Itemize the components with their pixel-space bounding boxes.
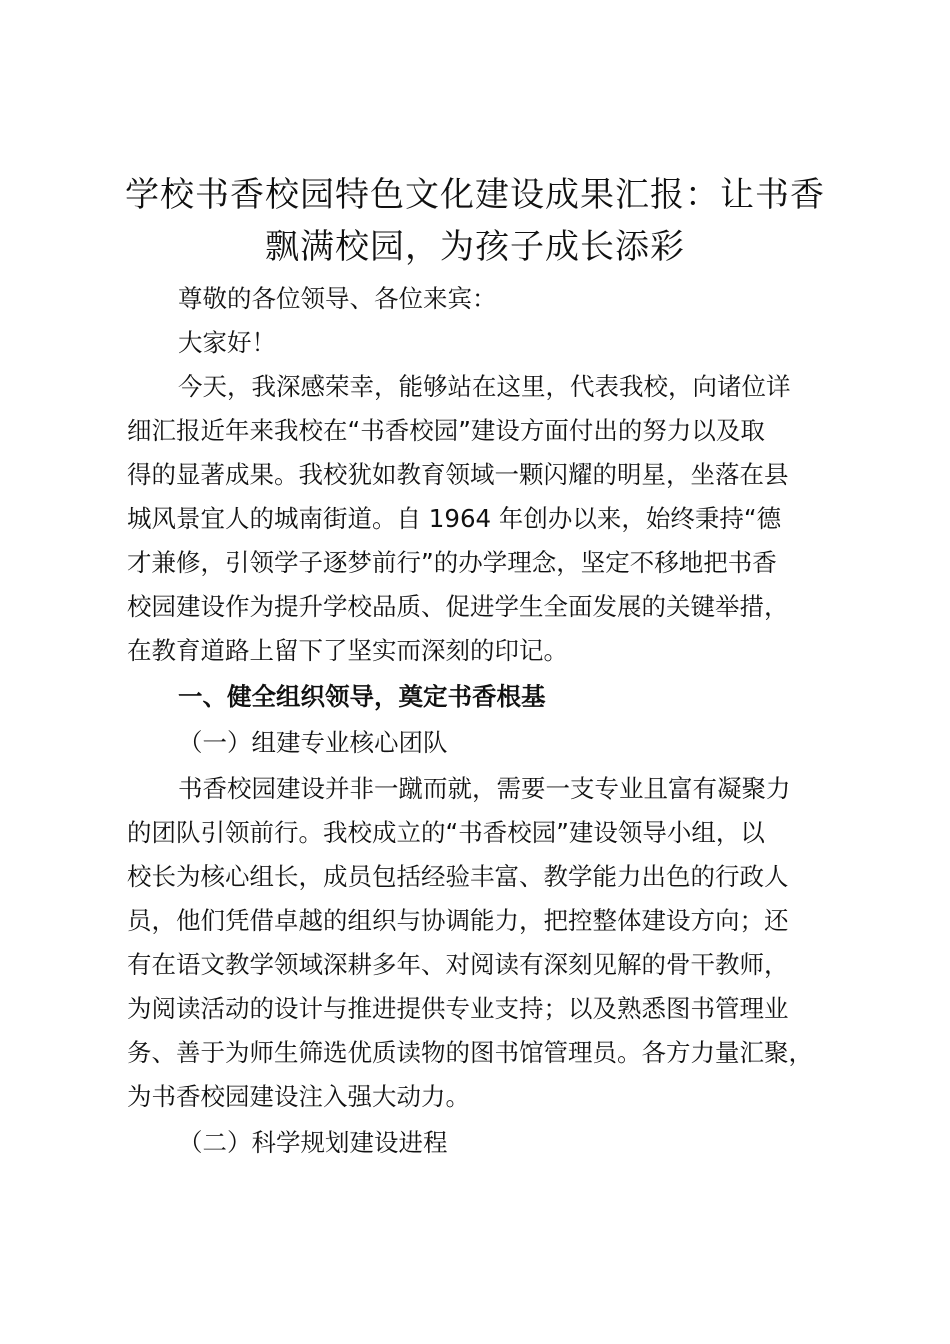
subsection-1-line-5: 有在语文教学领域深耕多年、对阅读有深刻见解的骨干教师， (127, 950, 789, 979)
subsection-1-line-4: 员，他们凭借卓越的组织与协调能力，把控整体建设方向；还 (127, 906, 789, 935)
intro-line-2: 细汇报近年来我校在“书香校园”建设方面付出的努力以及取 (127, 416, 765, 445)
intro-line-5: 才兼修，引领学子逐梦前行”的办学理念，坚定不移地把书香 (127, 548, 777, 577)
greeting: 大家好！ (178, 328, 276, 357)
salutation: 尊敬的各位领导、各位来宾： (178, 284, 497, 313)
subsection-1-line-3: 校长为核心组长，成员包括经验丰富、教学能力出色的行政人 (127, 862, 789, 891)
subsection-1-line-1: 书香校园建设并非一蹴而就，需要一支专业且富有凝聚力 (178, 774, 791, 803)
subsection-1-line-8: 为书香校园建设注入强大动力。 (127, 1082, 470, 1111)
subsection-1-heading: （一）组建专业核心团队 (178, 728, 448, 757)
document-title-line-2: 飘满校园，为孩子成长添彩 (265, 227, 685, 267)
subsection-1-line-6: 为阅读活动的设计与推进提供专业支持；以及熟悉图书管理业 (127, 994, 789, 1023)
subsection-1-line-7: 务、善于为师生筛选优质读物的图书馆管理员。各方力量汇聚， (127, 1038, 813, 1067)
intro-line-1: 今天，我深感荣幸，能够站在这里，代表我校，向诸位详 (178, 372, 791, 401)
subsection-1-line-2: 的团队引领前行。我校成立的“书香校园”建设领导小组，以 (127, 818, 765, 847)
intro-line-7: 在教育道路上留下了坚实而深刻的印记。 (127, 636, 568, 665)
intro-line-3: 得的显著成果。我校犹如教育领域一颗闪耀的明星，坐落在县 (127, 460, 789, 489)
intro-line-4: 城风景宜人的城南街道。自 1964 年创办以来，始终秉持“德 (127, 504, 782, 533)
subsection-2-heading: （二）科学规划建设进程 (178, 1128, 448, 1157)
section-1-heading: 一、健全组织领导，奠定书香根基 (178, 682, 546, 711)
intro-line-6: 校园建设作为提升学校品质、促进学生全面发展的关键举措， (127, 592, 789, 621)
document-title-line-1: 学校书香校园特色文化建设成果汇报：让书香 (125, 175, 825, 215)
